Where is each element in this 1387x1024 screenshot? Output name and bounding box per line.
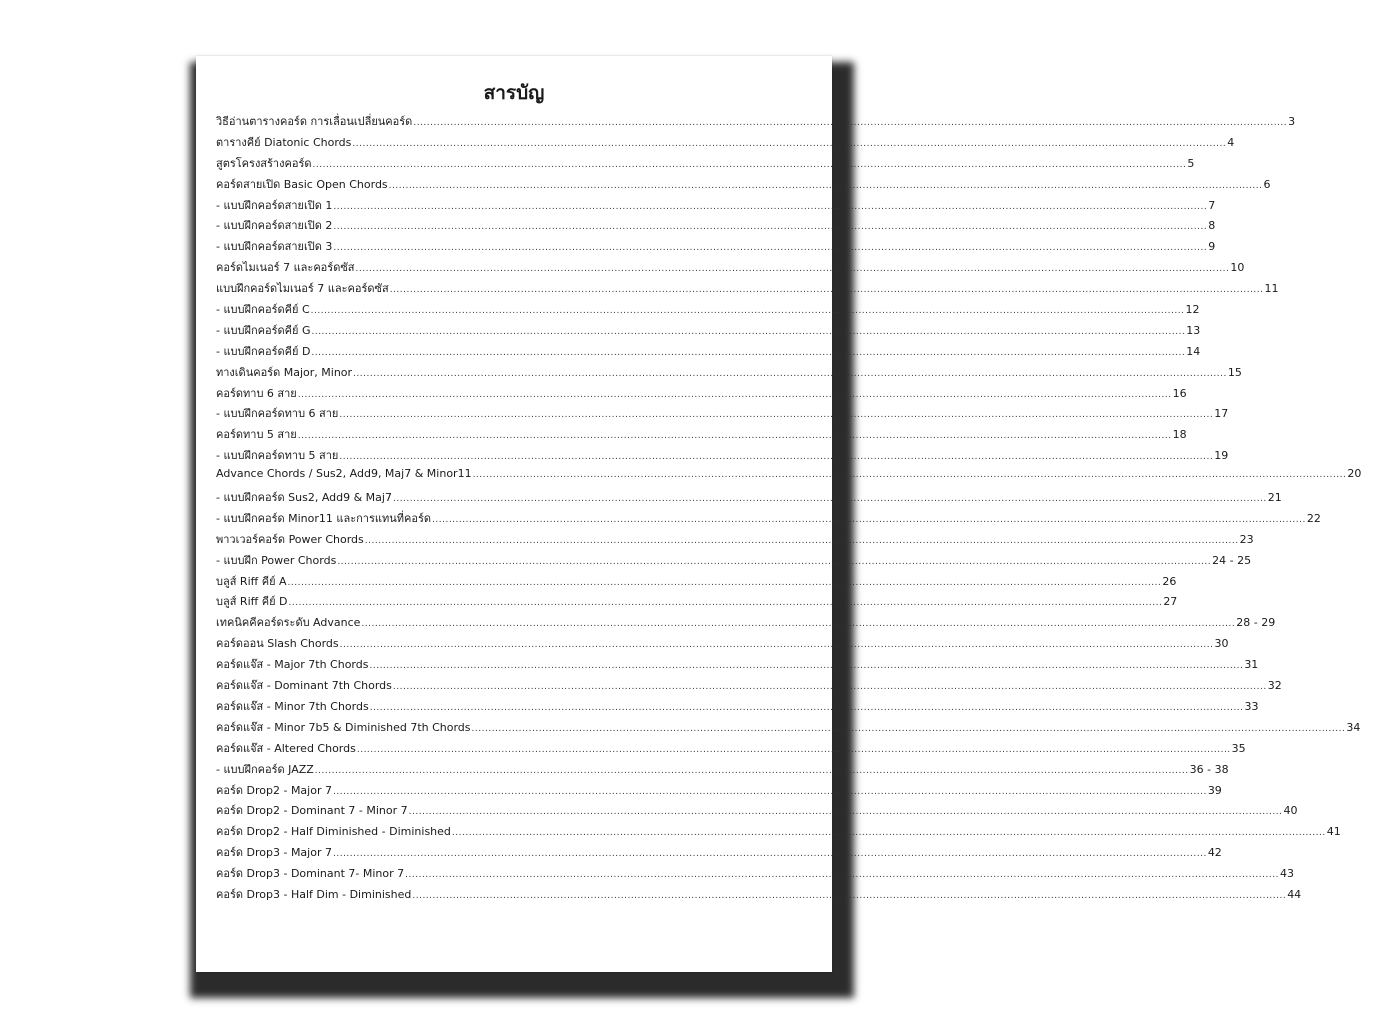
toc-leader-dots: .................................................................................................................................................................................................................................................................... xyxy=(392,494,1267,505)
toc-list xyxy=(216,112,1362,906)
toc-entry-page: 3 xyxy=(1288,115,1296,128)
toc-leader-dots: .................................................................................................................................................................................................................................................................... xyxy=(389,285,1264,296)
toc-leader-dots: .................................................................................................................................................................................................................................................................... xyxy=(405,870,1279,881)
toc-entry xyxy=(216,551,1252,572)
toc-entry xyxy=(216,196,1216,217)
toc-entry xyxy=(216,446,1229,467)
page-title: สารบัญ xyxy=(483,82,545,104)
toc-entry-label: คอร์ดแจ๊ส - Dominant 7th Chords xyxy=(216,679,392,693)
toc-leader-dots: .................................................................................................................................................................................................................................................................... xyxy=(297,431,1172,442)
toc-entry xyxy=(216,697,1259,718)
toc-entry xyxy=(216,175,1271,196)
toc-entry xyxy=(216,300,1200,321)
toc-entry-label: คอร์ด Drop3 - Major 7 xyxy=(216,846,332,860)
toc-page xyxy=(196,56,1362,972)
toc-leader-dots: .................................................................................................................................................................................................................................................................... xyxy=(432,514,1306,525)
toc-entry xyxy=(216,843,1222,864)
toc-leader-dots: .................................................................................................................................................................................................................................................................... xyxy=(314,765,1189,776)
toc-entry xyxy=(216,133,1235,154)
toc-entry-label: คอร์ดแจ๊ส - Minor 7th Chords xyxy=(216,699,369,713)
toc-entry-page: 16 xyxy=(1172,386,1187,400)
toc-leader-dots: .................................................................................................................................................................................................................................................................... xyxy=(412,890,1287,901)
toc-leader-dots: .................................................................................................................................................................................................................................................................... xyxy=(311,347,1186,358)
toc-leader-dots: .................................................................................................................................................................................................................................................................... xyxy=(333,222,1208,233)
toc-entry xyxy=(216,384,1187,405)
toc-entry-page: 26 xyxy=(1162,574,1177,588)
toc-entry-label: ตารางคีย์ Diatonic Chords xyxy=(216,135,352,149)
toc-entry-label: แบบฝึกคอร์ดไมเนอร์ 7 และคอร์ดซัส xyxy=(216,282,389,296)
toc-leader-dots: .................................................................................................................................................................................................................................................................... xyxy=(332,786,1207,797)
toc-entry-label: บลูส์ Riff คีย์ A xyxy=(216,574,287,588)
toc-entry-page: 21 xyxy=(1267,491,1282,505)
toc-leader-dots: .................................................................................................................................................................................................................................................................... xyxy=(297,389,1172,400)
toc-entry xyxy=(216,655,1259,676)
toc-entry-label: คอร์ด Drop2 - Major 7 xyxy=(216,783,332,797)
toc-entry-page: 22 xyxy=(1306,511,1321,525)
toc-entry-page: 42 xyxy=(1207,846,1222,860)
toc-entry-label: พาวเวอร์คอร์ด Power Chords xyxy=(216,532,364,546)
toc-entry-label: คอร์ด Drop2 - Dominant 7 - Minor 7 xyxy=(216,804,408,818)
toc-entry-label: - แบบฝึกคอร์ด Minor11 และการแทนที่คอร์ด xyxy=(216,511,432,525)
toc-entry-page: 19 xyxy=(1214,449,1229,463)
toc-entry-label: คอร์ดไมเนอร์ 7 และคอร์ดซัส xyxy=(216,261,355,275)
toc-entry-page: 41 xyxy=(1326,825,1341,839)
toc-entry-label: คอร์ดแจ๊ส - Minor 7b5 & Diminished 7th Chords xyxy=(216,720,471,734)
toc-entry xyxy=(216,321,1201,342)
toc-entry xyxy=(216,885,1302,906)
toc-leader-dots: .................................................................................................................................................................................................................................................................... xyxy=(361,619,1236,630)
toc-entry-page: 4 xyxy=(1227,135,1235,149)
toc-entry-page: 18 xyxy=(1172,428,1187,442)
toc-entry-label: - แบบฝึกคอร์ดสายเปิด 1 xyxy=(216,198,333,212)
toc-entry-label: วิธีอ่านตารางคอร์ด การเลื่อนเปลี่ยนคอร์ด xyxy=(216,115,413,128)
toc-entry xyxy=(216,425,1187,446)
toc-entry-label: คอร์ดแจ๊ส - Major 7th Chords xyxy=(216,658,369,672)
toc-entry-label: ทางเดินคอร์ด Major, Minor xyxy=(216,365,353,379)
toc-leader-dots: .................................................................................................................................................................................................................................................................... xyxy=(408,807,1283,818)
toc-leader-dots: .................................................................................................................................................................................................................................................................... xyxy=(339,640,1214,651)
toc-entry xyxy=(216,342,1201,363)
toc-entry-page: 40 xyxy=(1283,804,1298,818)
toc-leader-dots: .................................................................................................................................................................................................................................................................... xyxy=(364,535,1239,546)
toc-leader-dots: .................................................................................................................................................................................................................................................................... xyxy=(333,201,1208,212)
toc-entry xyxy=(216,467,1362,488)
toc-entry-label: - แบบฝึกคอร์ดสายเปิด 2 xyxy=(216,219,333,233)
toc-entry-page: 44 xyxy=(1287,887,1302,901)
toc-entry xyxy=(216,154,1195,175)
toc-entry-label: - แบบฝึกคอร์ดคีย์ C xyxy=(216,303,310,317)
toc-entry xyxy=(216,822,1341,843)
toc-entry xyxy=(216,363,1242,384)
toc-entry-label: คอร์ดแจ๊ส - Altered Chords xyxy=(216,741,356,755)
toc-entry xyxy=(216,613,1276,634)
toc-entry-page: 43 xyxy=(1279,867,1294,881)
toc-entry-label: - แบบฝึกคอร์ด JAZZ xyxy=(216,762,314,776)
toc-entry xyxy=(216,676,1282,697)
toc-entry-label: คอร์ดสายเปิด Basic Open Chords xyxy=(216,177,388,191)
toc-entry-page: 32 xyxy=(1267,679,1282,693)
toc-entry-label: คอร์ด Drop3 - Dominant 7- Minor 7 xyxy=(216,867,405,881)
toc-entry-page: 23 xyxy=(1239,532,1254,546)
toc-leader-dots: .................................................................................................................................................................................................................................................................... xyxy=(312,159,1187,170)
toc-entry xyxy=(216,572,1177,593)
toc-entry xyxy=(216,760,1229,781)
toc-entry-page: 24 - 25 xyxy=(1212,553,1252,567)
toc-entry-page: 11 xyxy=(1264,282,1279,296)
toc-leader-dots: .................................................................................................................................................................................................................................................................... xyxy=(369,661,1244,672)
toc-entry-label: คอร์ด Drop2 - Half Diminished - Diminished xyxy=(216,825,451,839)
toc-leader-dots: .................................................................................................................................................................................................................................................................... xyxy=(352,138,1227,149)
toc-entry xyxy=(216,258,1245,279)
toc-leader-dots: .................................................................................................................................................................................................................................................................... xyxy=(472,470,1347,481)
toc-leader-dots: .................................................................................................................................................................................................................................................................... xyxy=(310,306,1185,317)
toc-entry xyxy=(216,739,1246,760)
toc-entry-page: 34 xyxy=(1346,720,1361,734)
toc-entry-page: 10 xyxy=(1230,261,1245,275)
toc-leader-dots: .................................................................................................................................................................................................................................................................... xyxy=(413,118,1288,128)
toc-entry xyxy=(216,112,1296,133)
toc-entry-label: บลูส์ Riff คีย์ D xyxy=(216,595,288,609)
toc-leader-dots: .................................................................................................................................................................................................................................................................... xyxy=(333,243,1208,254)
toc-entry xyxy=(216,237,1216,258)
toc-leader-dots: .................................................................................................................................................................................................................................................................... xyxy=(355,264,1230,275)
toc-entry-page: 5 xyxy=(1187,156,1195,170)
toc-entry-page: 14 xyxy=(1186,344,1201,358)
toc-entry-label: - แบบฝึกคอร์ด Sus2, Add9 & Maj7 xyxy=(216,491,392,505)
toc-entry xyxy=(216,634,1229,655)
toc-entry xyxy=(216,216,1216,237)
toc-entry xyxy=(216,509,1321,530)
toc-entry-page: 33 xyxy=(1244,699,1259,713)
toc-leader-dots: .................................................................................................................................................................................................................................................................... xyxy=(392,682,1267,693)
toc-entry xyxy=(216,404,1229,425)
toc-entry xyxy=(216,488,1282,509)
toc-entry-label: เทคนิคคีคอร์ดระดับ Advance xyxy=(216,616,361,630)
toc-leader-dots: .................................................................................................................................................................................................................................................................... xyxy=(332,849,1207,860)
toc-entry xyxy=(216,592,1178,613)
toc-entry-label: Advance Chords / Sus2, Add9, Maj7 & Minor11 xyxy=(216,467,472,481)
toc-leader-dots: .................................................................................................................................................................................................................................................................... xyxy=(288,598,1163,609)
toc-entry-label: - แบบฝึกคอร์ดทาบ 5 สาย xyxy=(216,449,339,463)
toc-entry-page: 12 xyxy=(1185,303,1200,317)
toc-entry-label: คอร์ด Drop3 - Half Dim - Diminished xyxy=(216,887,412,901)
toc-entry-label: - แบบฝึกคอร์ดคีย์ D xyxy=(216,344,311,358)
toc-entry-label: - แบบฝึกคอร์ดสายเปิด 3 xyxy=(216,240,333,254)
toc-entry-label: - แบบฝึกคอร์ดคีย์ G xyxy=(216,323,311,337)
toc-leader-dots: .................................................................................................................................................................................................................................................................... xyxy=(451,828,1326,839)
toc-leader-dots: .................................................................................................................................................................................................................................................................... xyxy=(339,452,1214,463)
toc-entry xyxy=(216,801,1298,822)
toc-entry-page: 15 xyxy=(1227,365,1242,379)
toc-entry-page: 35 xyxy=(1231,741,1246,755)
toc-entry-page: 9 xyxy=(1208,240,1216,254)
toc-leader-dots: .................................................................................................................................................................................................................................................................... xyxy=(471,723,1346,734)
toc-leader-dots: .................................................................................................................................................................................................................................................................... xyxy=(339,410,1214,421)
toc-leader-dots: .................................................................................................................................................................................................................................................................... xyxy=(353,368,1227,379)
toc-leader-dots: .................................................................................................................................................................................................................................................................... xyxy=(287,577,1162,588)
toc-entry xyxy=(216,781,1222,802)
toc-leader-dots: .................................................................................................................................................................................................................................................................... xyxy=(356,744,1231,755)
toc-leader-dots: .................................................................................................................................................................................................................................................................... xyxy=(388,180,1263,191)
toc-entry-page: 39 xyxy=(1207,783,1222,797)
toc-entry-page: 13 xyxy=(1186,323,1201,337)
toc-entry-page: 28 - 29 xyxy=(1236,616,1276,630)
toc-entry xyxy=(216,718,1361,739)
toc-entry-page: 36 - 38 xyxy=(1189,762,1229,776)
toc-entry xyxy=(216,530,1254,551)
toc-entry-label: คอร์ดทาบ 6 สาย xyxy=(216,386,297,400)
toc-entry-label: - แบบฝึก Power Chords xyxy=(216,553,337,567)
toc-entry-page: 27 xyxy=(1163,595,1178,609)
toc-leader-dots: .................................................................................................................................................................................................................................................................... xyxy=(369,702,1244,713)
toc-entry-label: สูตรโครงสร้างคอร์ด xyxy=(216,156,312,170)
toc-entry-page: 6 xyxy=(1263,177,1271,191)
toc-entry-page: 31 xyxy=(1244,658,1259,672)
toc-entry xyxy=(216,864,1294,885)
toc-entry-label: - แบบฝึกคอร์ดทาบ 6 สาย xyxy=(216,407,339,421)
toc-entry-label: คอร์ดทาบ 5 สาย xyxy=(216,428,297,442)
toc-entry-page: 17 xyxy=(1214,407,1229,421)
toc-entry-page: 8 xyxy=(1208,219,1216,233)
toc-leader-dots: .................................................................................................................................................................................................................................................................... xyxy=(337,556,1212,567)
toc-entry-page: 20 xyxy=(1347,467,1362,481)
toc-leader-dots: .................................................................................................................................................................................................................................................................... xyxy=(311,326,1186,337)
toc-entry xyxy=(216,279,1279,300)
toc-entry-page: 7 xyxy=(1208,198,1216,212)
toc-entry-label: คอร์ดออน Slash Chords xyxy=(216,637,339,651)
toc-entry-page: 30 xyxy=(1214,637,1229,651)
